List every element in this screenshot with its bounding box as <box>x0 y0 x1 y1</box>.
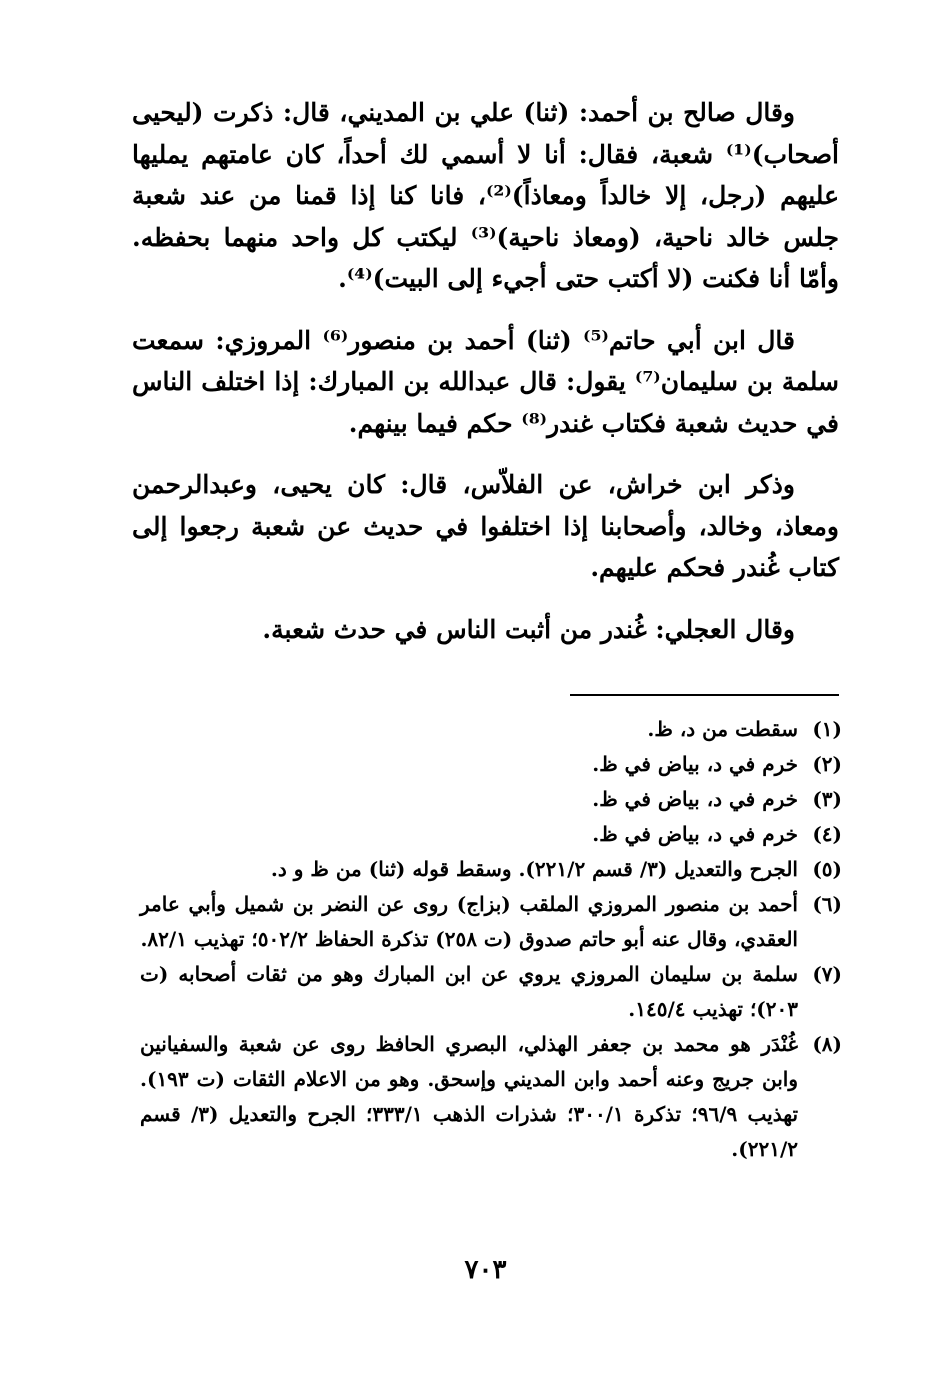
paragraph: قال ابن أبي حاتم⁽⁵⁾ (ثنا) أحمد بن منصور⁽⁶⁾ المروزي: سمعت سلمة بن سليمان⁽⁷⁾ يقول: قال عبدالله بن المبارك: إذا اختلف الناس في حديث شعبة فكتاب غندر⁽⁸⁾ حكم فيما بينهم. <box>132 325 840 438</box>
footnote-text: غُنْدَر هو محمد بن جعفر الهذلي، البصري الحافظ روى عن شعبة والسفيانين وابن جريج وعنه أحمد وابن المديني وإسحق. وهو من الاعلام الثقات (ت ١٩٣). تهذيب ٩٦/٩؛ تذكرة ٣٠٠/١؛ شذرات الذهب ٣٣٣/١؛ الجرح والتعديل (٣/ قسم ٢٢١/٢). <box>140 1032 799 1161</box>
page-number: ٧٠٣ <box>464 1255 507 1285</box>
paragraph: وقال العجلي: غُندر من أثبت الناس في حدث شعبة. <box>262 614 795 644</box>
footnote <box>140 712 842 747</box>
footnote-number: (٥) <box>812 857 842 881</box>
footnote-text: خرم في د، بياض في ظ. <box>592 787 798 811</box>
footnote <box>140 747 842 782</box>
footnote-separator <box>570 694 839 696</box>
footnote-text: سقطت من د، ظ. <box>647 717 798 741</box>
footnote-number: (٣) <box>812 787 842 811</box>
footnote <box>140 957 842 1027</box>
footnote-text: أحمد بن منصور المروزي الملقب (بزاج) روى عن النضر بن شميل وأبي عامر العقدي، وقال عنه أبو حاتم صدوق (ت ٢٥٨) تذكرة الحفاظ ٥٠٢/٢؛ تهذيب ٨٢/١. <box>140 892 798 951</box>
paragraph: وقال صالح بن أحمد: (ثنا) علي بن المديني، قال: ذكرت (ليحيى أصحاب)⁽¹⁾ شعبة، فقال: أنا لا أسمي لك أحداً، كان عامتهم يمليها عليهم (رجل، إلا خالداً ومعاذاً)⁽²⁾، فانا كنا إذا قمنا من عند شعبة جلس خالد ناحية، (ومعاذ ناحية)⁽³⁾ ليكتب كل واحد منهما بحفظه. وأمّا أنا فكنت (لا أكتب حتى أجيء إلى البيت)⁽⁴⁾. <box>132 98 839 293</box>
footnote <box>140 852 842 887</box>
footnote-number: (٤) <box>812 822 842 846</box>
footnote-text: سلمة بن سليمان المروزي يروي عن ابن المبارك وهو من ثقات أصحابه (ت ٢٠٣)؛ تهذيب ١٤٥/٤. <box>140 962 798 1021</box>
footnote-number: (٢) <box>812 752 842 776</box>
footnote-number: (٧) <box>812 962 842 986</box>
footnote <box>140 887 842 957</box>
footnote-text: خرم في د، بياض في ظ. <box>592 752 798 776</box>
footnote-number: (٦) <box>812 892 842 916</box>
footnote <box>140 782 842 817</box>
paragraph: وذكر ابن خراش، عن الفلاّس، قال: كان يحيى، وعبدالرحمن ومعاذ، وخالد، وأصحابنا إذا اختلفوا في حديث عن شعبة رجعوا إلى كتاب غُندر فحكم عليهم. <box>132 470 839 582</box>
main-text <box>132 92 839 672</box>
footnote-text: خرم في د، بياض في ظ. <box>592 822 798 846</box>
footnote <box>140 1027 842 1167</box>
footnote-number: (١) <box>812 717 842 741</box>
footnote-number: (٨) <box>812 1032 842 1056</box>
footnote-text: الجرح والتعديل (٣/ قسم ٢٢١/٢). وسقط قوله (ثنا) من ظ و د. <box>270 857 798 881</box>
footnote <box>140 817 842 852</box>
footnotes <box>140 712 842 1167</box>
